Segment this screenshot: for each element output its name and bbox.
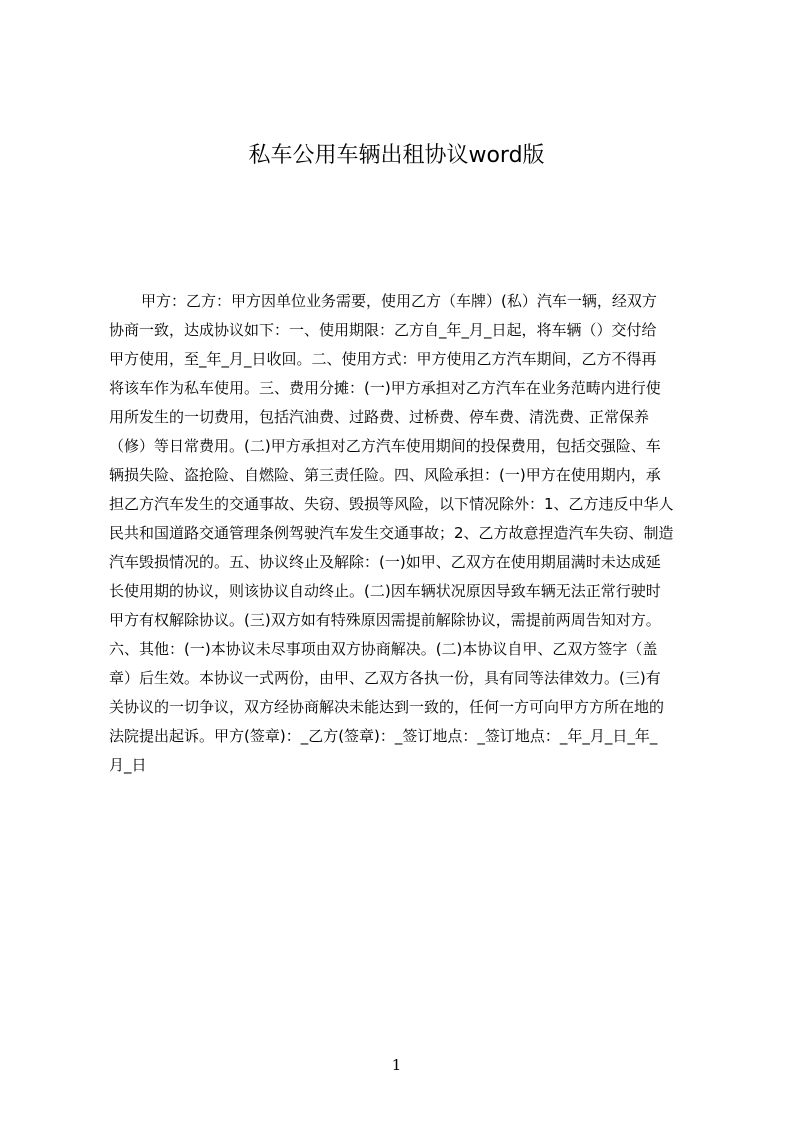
body-line: 章）后生效。本协议一式两份，由甲、乙双方各执一份，具有同等法律效力。(三)有 — [109, 669, 661, 687]
body-line: 甲方有权解除协议。(三)双方如有特殊原因需提前解除协议，需提前两周告知对方。 — [109, 611, 661, 629]
document-body — [109, 287, 697, 780]
body-line: 长使用期的协议，则该协议自动终止。(二)因车辆状况原因导致车辆无法正常行驶时 — [109, 582, 661, 600]
body-line: 甲方：乙方：甲方因单位业务需要，使用乙方（车牌）(私）汽车一辆，经双方 — [141, 292, 657, 310]
body-line: 甲方使用，至_年_月_日收回。二、使用方式：甲方使用乙方汽车期间，乙方不得再 — [109, 350, 657, 368]
body-line: 民共和国道路交通管理条例驾驶汽车发生交通事故；2、乙方故意捏造汽车失窃、制造 — [109, 524, 674, 542]
body-line: 辆损失险、盗抢险、自燃险、第三责任险。四、风险承担：(一)甲方在使用期内，承 — [109, 466, 661, 484]
body-line: 担乙方汽车发生的交通事故、失窃、毁损等风险，以下情况除外：1、乙方违反中华人 — [109, 495, 674, 513]
body-line: 用所发生的一切费用，包括汽油费、过路费、过桥费、停车费、清洗费、正常保养 — [109, 408, 650, 426]
body-line: 汽车毁损情况的。五、协议终止及解除：(一)如甲、乙双方在使用期届满时未达成延 — [109, 553, 661, 571]
body-line: 月_日 — [109, 756, 147, 774]
body-line: 关协议的一切争议，双方经协商解决未能达到一致的，任何一方可向甲方方所在地的 — [109, 698, 665, 716]
body-line: 协商一致，达成协议如下：一、使用期限：乙方自_年_月_日起，将车辆（）交付给 — [109, 321, 657, 339]
body-line: 将该车作为私车使用。三、费用分摊：(一)甲方承担对乙方汽车在业务范畴内进行使 — [109, 379, 661, 397]
body-line: 六、其他：(一)本协议未尽事项由双方协商解决。(二)本协议自甲、乙双方签字（盖 — [109, 640, 658, 658]
body-line: 法院提出起诉。甲方(签章)：_乙方(签章)：_签订地点：_签订地点：_年_月_日_年_ — [109, 727, 658, 745]
document-title: 私车公用车辆出租协议word版 — [248, 143, 545, 168]
body-line: （修）等日常费用。(二)甲方承担对乙方汽车使用期间的投保费用，包括交强险、车 — [109, 437, 661, 455]
page-number: 1 — [391, 1056, 402, 1074]
